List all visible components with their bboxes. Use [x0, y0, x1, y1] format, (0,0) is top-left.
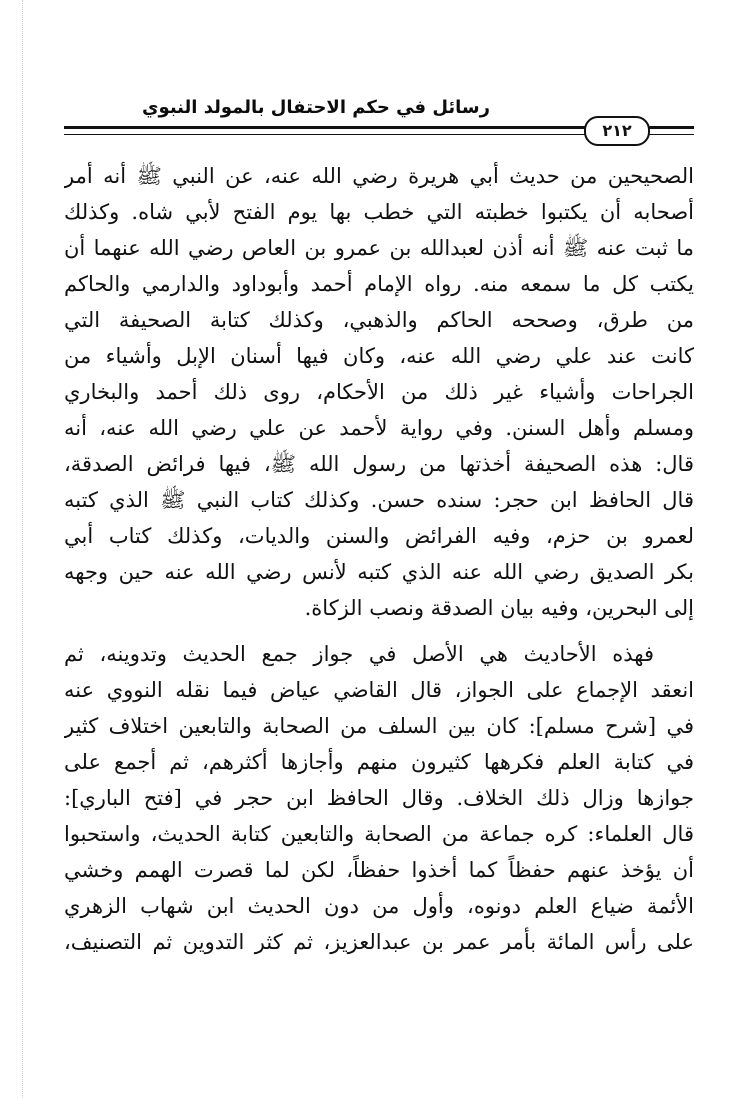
- paragraph-gap: [64, 626, 694, 636]
- text-line: جوازها وزال ذلك الخلاف. وقال الحافظ ابن حجر في [فتح الباري]:: [64, 786, 694, 810]
- text-line: إلى البحرين، وفيه بيان الصدقة ونصب الزكاة.: [304, 596, 694, 620]
- header-rule-right: [646, 126, 694, 135]
- text-line: ما ثبت عنه ﷺ أنه أذن لعبدالله بن عمرو بن العاص رضي الله عنهما أن: [64, 236, 694, 260]
- text-line: قال: هذه الصحيفة أخذتها من رسول الله ﷺ، فيها فرائض الصدقة،: [64, 452, 694, 476]
- text-line: على رأس المائة بأمر عمر بن عبدالعزيز، ثم كثر التدوين ثم التصنيف،: [64, 930, 694, 954]
- text-line: يكتب كل ما سمعه منه. رواه الإمام أحمد وأبوداود والدارمي والحاكم: [64, 272, 694, 296]
- text-line: كانت عند علي رضي الله عنه، وكان فيها أسنان الإبل وأشياء من: [64, 344, 694, 368]
- text-line: في كتابة العلم فكرهها كثيرون منهم وأجازها أكثرهم، ثم أجمع على: [64, 750, 694, 774]
- running-title: رسائل في حكم الاحتفال بالمولد النبوي: [142, 97, 490, 118]
- text-line: من طرق، وصححه الحاكم والذهبي، وكذلك كتابة الصحيفة التي: [64, 308, 694, 332]
- text-line: بكر الصديق رضي الله عنه الذي كتبه لأنس رضي الله عنه حين وجهه: [64, 560, 694, 584]
- text-line: في [شرح مسلم]: كان بين السلف من الصحابة والتابعين اختلاف كثير: [64, 714, 694, 738]
- text-line: فهذه الأحاديث هي الأصل في جواز جمع الحديث وتدوينه، ثم: [64, 642, 654, 666]
- text-line: انعقد الإجماع على الجواز، قال القاضي عياض فيما نقله النووي عنه: [64, 678, 694, 702]
- paragraph-1: [64, 158, 694, 626]
- body-text: [64, 158, 694, 960]
- text-line: لعمرو بن حزم، وفيه الفرائض والسنن والديات، وكذلك كتاب أبي: [64, 524, 694, 548]
- text-line: قال الحافظ ابن حجر: سنده حسن. وكذلك كتاب النبي ﷺ الذي كتبه: [64, 488, 694, 512]
- scan-edge-line: [22, 0, 24, 1098]
- page-number: ٢١٢: [584, 116, 650, 146]
- header-rule-left: [64, 126, 646, 135]
- text-line: أن يؤخذ عنهم حفظاً كما أخذوا حفظاً، لكن لما قصرت الهمم وخشي: [64, 858, 694, 882]
- paragraph-2: [64, 636, 694, 960]
- text-line: قال العلماء: كره جماعة من الصحابة والتابعين كتابة الحديث، واستحبوا: [64, 822, 694, 846]
- text-line: الجراحات وأشياء غير ذلك من الأحكام، روى ذلك أحمد والبخاري: [64, 380, 694, 404]
- text-line: ومسلم وأهل السنن. وفي رواية لأحمد عن علي رضي الله عنه، أنه: [64, 416, 694, 440]
- text-line: أصحابه أن يكتبوا خطبته التي خطب بها يوم الفتح لأبي شاه. وكذلك: [64, 200, 694, 224]
- text-line: الأئمة ضياع العلم دونوه، وأول من دون الحديث ابن شهاب الزهري: [64, 894, 694, 918]
- text-line: الصحيحين من حديث أبي هريرة رضي الله عنه، عن النبي ﷺ أنه أمر: [64, 164, 694, 188]
